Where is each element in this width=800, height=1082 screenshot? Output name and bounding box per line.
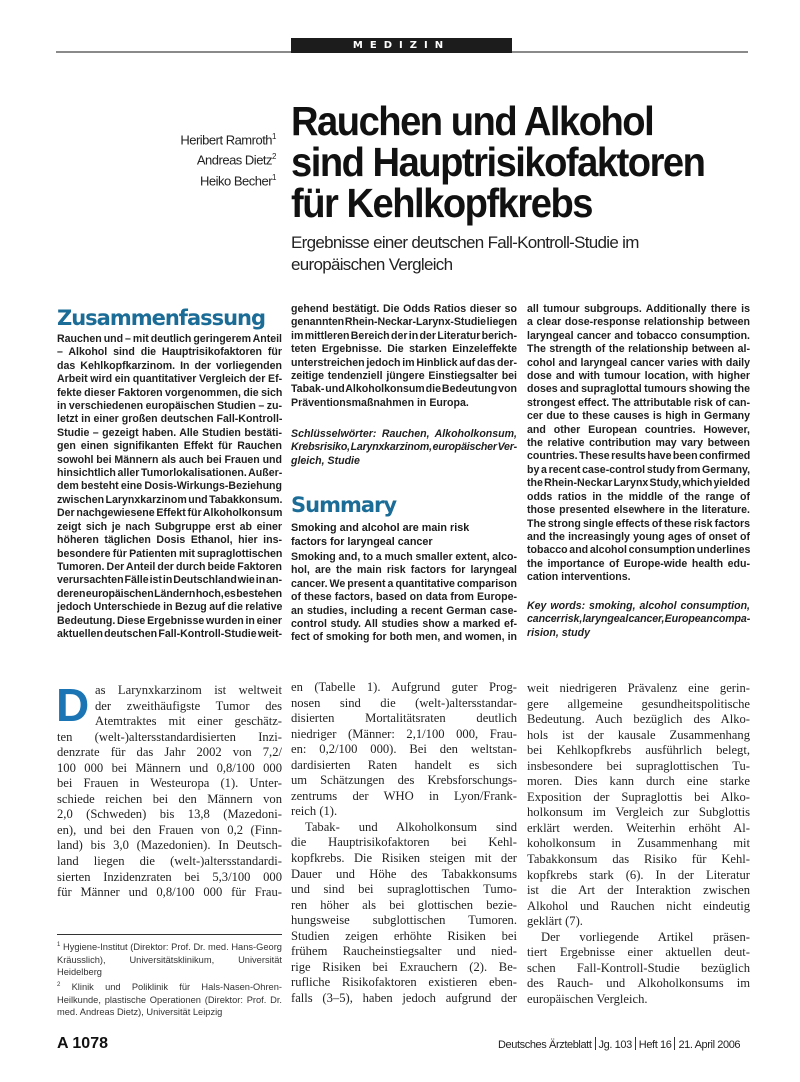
text-line-content: zentrums der WHO in Lyon/Frank- — [291, 788, 517, 803]
text-line-content: der zweithäufigste Tumor des — [95, 698, 282, 713]
summary-text — [291, 551, 517, 645]
text-line-content: Dauer und Höhe des Tabakkonsums — [291, 866, 517, 881]
divider — [674, 1037, 675, 1050]
text-line — [57, 467, 282, 480]
text-line-content: cer due to these causes is high in Germany — [527, 410, 750, 423]
text-line-content: hungsweise subglottischen Tumoren. — [291, 913, 517, 928]
issue: Heft 16 — [638, 1039, 672, 1051]
text-line-content: reich (1). — [291, 804, 338, 819]
text-line — [527, 450, 750, 463]
text-line — [291, 441, 517, 454]
text-line-content: cohol and laryngeal cancer varies with daily — [527, 356, 750, 369]
paragraph — [291, 680, 517, 820]
text-line — [527, 945, 750, 961]
text-line — [291, 618, 517, 631]
text-line-content: the Rhein-Neckar Larynx Study, which yielded — [527, 477, 750, 490]
text-line-content: dose and with tumour location, with higher — [527, 370, 750, 383]
title-line: Rauchen und Alkohol — [291, 98, 654, 144]
text-line — [527, 518, 750, 531]
text-line — [291, 303, 517, 316]
text-line — [291, 851, 517, 867]
footnote-rule — [57, 934, 282, 935]
text-line-content: zeitige tendenziell jüngere Einstiegsalter bei — [291, 370, 517, 383]
text-line — [527, 343, 750, 356]
footnote: $^2$ Klinik und Poliklinik für Hals-Nasen-Ohren-Heilkunde, plastische Operationen (Direktor: Prof. Dr. med. Andreas Dietz), Universität Leipzig — [57, 981, 282, 1018]
body-column-2 — [291, 680, 517, 1006]
text-line-content: Arbeit wird ein quantitativer Vergleich der Ef- — [57, 373, 282, 386]
summary-heading: Summary — [291, 493, 397, 517]
text-line-content: and the increasingly young ages of onset of — [527, 530, 750, 543]
text-line-content: hols ist der kausale Zusammenhang — [527, 727, 750, 742]
text-line — [527, 883, 750, 899]
text-line — [57, 346, 282, 359]
text-line — [57, 588, 282, 601]
text-line — [291, 711, 517, 727]
section-label: MEDIZIN — [291, 38, 512, 53]
page-number: A 1078 — [57, 1035, 108, 1052]
text-line — [57, 870, 282, 886]
text-line-content: hol, are the main risk factors for laryngeal — [291, 564, 517, 577]
text-line — [527, 930, 750, 946]
text-line — [527, 697, 750, 713]
text-line — [57, 683, 282, 699]
author-list — [120, 128, 276, 189]
text-line-content: Alkohol und Rauchen nicht eindeutig — [527, 898, 750, 913]
text-line — [291, 578, 517, 591]
body-column-3 — [527, 681, 750, 1007]
summary-text-cont — [527, 303, 750, 585]
text-line-content: zwischen Larynxkarzinom und Tabakkonsum. — [57, 493, 282, 506]
text-line — [527, 424, 750, 437]
text-line — [527, 330, 750, 343]
text-line-content: deren europäischen Ländern hoch, es bestehen — [57, 587, 282, 600]
zusammenfassung-text-cont — [291, 303, 517, 410]
text-line-content: the relative contribution may vary between — [527, 437, 750, 450]
text-line-content: sowohl bei Männern als auch bei Frauen und — [57, 453, 282, 466]
subheading-line: Smoking and alcohol are main risk — [291, 522, 470, 534]
text-line — [527, 464, 750, 477]
text-line-content: all tumour subgroups. Additionally there is — [527, 303, 750, 315]
text-line — [527, 504, 750, 517]
text-line-content: jedoch Unterschiede in Bezug auf die relative — [57, 601, 282, 614]
text-line-content: moren. Dies kann durch eine starke — [527, 774, 750, 789]
text-line — [291, 742, 517, 758]
text-line-content: Tabak- und Alkoholkonsum die Bedeutung von — [291, 383, 517, 396]
text-line — [57, 440, 282, 453]
text-line-content: unterstreichen jedoch im Hinblick auf das der- — [291, 356, 517, 369]
text-line-content: Smoking and, to a much smaller extent, alco- — [291, 551, 517, 563]
text-line — [57, 373, 282, 386]
text-line-content: kopfkrebs stark (6). In der Literatur — [527, 867, 750, 882]
text-line-content: bei Frauen in Westeuropa (1). Unter- — [57, 776, 282, 791]
text-line-content: odds ratios in the middle of the range of — [527, 490, 750, 503]
text-line — [291, 913, 517, 929]
text-line-content: countries. These results have been confirmed — [527, 450, 750, 463]
text-line-content: um Schätzungen des Krebsforschungs- — [291, 773, 517, 788]
text-line-content: Präventionsmaßnahmen in Europa. — [291, 396, 469, 409]
text-line — [57, 792, 282, 808]
text-line — [291, 316, 517, 329]
footnote: $^1$ Hygiene-Institut (Direktor: Prof. Dr. med. Hans-Georg Kräusslich), Universitätsklinikum, Universität Heidelberg — [57, 942, 282, 978]
text-line-content: Studie – gezeigt haben. Alle Studien bestäti- — [57, 426, 282, 439]
text-line — [291, 929, 517, 945]
text-line-content: hinsichtlich aller Tumorlokalisationen. Außer- — [57, 467, 282, 480]
text-line — [57, 413, 282, 426]
text-line-content: insbesondere bei supraglottischen Tu- — [527, 758, 750, 773]
text-line-content: Krebsrisiko, Larynxkarzinom, europäischer Ver- — [291, 441, 517, 454]
zusammenfassung-heading: Zusammenfassung — [57, 306, 266, 330]
text-line-content: Atemtraktes mit einer geschätz- — [95, 714, 282, 729]
text-line-content: letzt in einer großen deutschen Fall-Kontroll- — [57, 413, 282, 426]
text-line-content: 2,0 (Schweden) bis 13,8 (Mazedoni- — [57, 807, 282, 822]
text-line-content: rufliche Risikofaktoren existieren eben- — [291, 975, 517, 990]
text-line-content: an studies, including a recent German case- — [291, 604, 517, 617]
text-line — [527, 437, 750, 450]
text-line — [527, 316, 750, 329]
text-line-content: Rauchen und – mit deutlich geringerem Anteil — [57, 333, 282, 345]
text-line-content: en), und bei den Frauen von 0,2 (Finn- — [57, 822, 282, 837]
key-words — [527, 600, 750, 640]
text-line — [57, 699, 282, 715]
text-line — [57, 730, 282, 746]
text-line — [291, 564, 517, 577]
text-line-content: en (Tabelle 1). Aufgrund guter Prog- — [291, 680, 517, 694]
title-line: für Kehlkopfkrebs — [291, 180, 593, 226]
text-line-content: land) bis 3,0 (Mazedonien). In Deutsch- — [57, 838, 282, 853]
text-line — [527, 544, 750, 557]
text-line-content: land liegen die (welt-)altersstandardi- — [57, 854, 282, 869]
text-line-content: as Larynxkarzinom ist weltweit — [95, 683, 282, 697]
text-line — [291, 835, 517, 851]
text-line-content: the importance of Europe-wide health edu- — [527, 557, 750, 570]
text-line — [527, 976, 750, 992]
text-line — [527, 712, 750, 728]
volume: Jg. 103 — [598, 1039, 632, 1051]
text-line — [527, 613, 750, 626]
text-line — [291, 991, 517, 1007]
summary-subheading — [291, 521, 517, 549]
subtitle-line: Ergebnisse einer deutschen Fall-Kontroll-Studie im — [291, 233, 639, 252]
journal-footer — [498, 1037, 740, 1051]
text-line — [291, 357, 517, 370]
text-line — [57, 628, 282, 641]
text-line — [291, 867, 517, 883]
text-line-content: cancer risk, laryngeal cancer, European compa- — [527, 613, 750, 626]
text-line-content: The strength of the relationship between al- — [527, 343, 750, 356]
text-line — [57, 400, 282, 413]
text-line-content: koholkonsum in Zusammenhang mit — [527, 836, 750, 851]
text-line-content: in verschiedenen europäischen Studien – zu- — [57, 400, 282, 413]
subheading-line: factors for laryngeal cancer — [291, 536, 433, 548]
text-line-content: holkonsum im Vergleich zur Subglottis — [527, 805, 750, 820]
article-title — [291, 98, 756, 226]
text-line-content: niedriger (Männer: 2,1/100 000, Frau- — [291, 726, 517, 741]
text-line — [57, 333, 282, 346]
text-line — [291, 758, 517, 774]
text-line-content: geklärt (7). — [527, 914, 583, 929]
text-line — [527, 531, 750, 544]
text-line — [291, 343, 517, 356]
text-line — [57, 745, 282, 761]
footnotes — [57, 939, 282, 1019]
text-line-content: für Männer und 0,8/100 000 für Frau- — [57, 885, 282, 900]
divider — [635, 1037, 636, 1050]
text-line — [57, 387, 282, 400]
text-line — [527, 410, 750, 423]
drop-cap: D — [56, 679, 90, 731]
text-line — [527, 558, 750, 571]
text-line — [527, 627, 750, 640]
text-line-content: Exposition der Supraglottis bei Alko- — [527, 789, 750, 804]
text-line — [527, 821, 750, 837]
text-line — [527, 868, 750, 884]
text-line — [291, 383, 517, 396]
text-line — [57, 854, 282, 870]
journal-name: Deutsches Ärzteblatt — [498, 1039, 592, 1051]
text-line-content: Tabak- und Alkoholkonsum sind — [305, 819, 517, 834]
text-line-content: im mittleren Bereich der in der Literatur berich- — [291, 329, 517, 342]
text-line — [57, 561, 282, 574]
text-line — [291, 789, 517, 805]
text-line-content: disierten Mortalitätsraten deutlich — [291, 711, 517, 726]
text-line — [57, 807, 282, 823]
text-line-content: cancer. We present a quantitative comparison — [291, 577, 517, 590]
text-line-content: teten Ergebnisse. Die starken Einzeleffekte — [291, 343, 517, 356]
text-line-content: dem besteht eine Dosis-Wirkungs-Beziehung — [57, 480, 282, 493]
text-line — [291, 727, 517, 743]
text-line — [291, 898, 517, 914]
text-line-content: of these factors, based on data from Europe- — [291, 591, 517, 604]
text-line-content: gleich, Studie — [291, 454, 360, 467]
text-line-content: those presented elsewhere in the literature. — [527, 504, 750, 517]
text-line — [291, 551, 517, 564]
schluesselwoerter — [291, 428, 517, 468]
text-line-content: Der vorliegende Artikel präsen- — [541, 929, 750, 944]
text-line — [291, 960, 517, 976]
text-line-content: aktuellen deutschen Fall-Kontroll-Studie weit- — [57, 627, 282, 640]
text-line — [527, 477, 750, 490]
text-line — [527, 899, 750, 915]
text-line-content: schen Fall-Kontroll-Studie bezüglich — [527, 960, 750, 975]
text-line-content: des Rauch- und Alkoholkonsums im — [527, 976, 750, 991]
text-line — [57, 507, 282, 520]
text-line — [57, 885, 282, 901]
text-line-content: verursachten Fälle ist in Deutschland wie in an- — [57, 574, 282, 587]
text-line-content: schiede reichen bei den Männern von — [57, 791, 282, 806]
text-line — [527, 774, 750, 790]
text-line — [527, 992, 750, 1008]
text-line-content: Bedeutung. Diese Ergebnisse wurden in einer — [57, 614, 282, 627]
text-line — [527, 571, 750, 584]
text-line — [57, 427, 282, 440]
text-line — [527, 836, 750, 852]
text-line-content: The strong single effects of these risk factors — [527, 517, 750, 530]
text-line-content: bei Kehlkopfkrebs ausführlich belegt, — [527, 743, 750, 758]
text-line-content: a clear dose-response relationship between — [527, 316, 750, 329]
text-line-content: fekte dieser Faktoren vorgenommen, die sich — [57, 386, 282, 399]
text-line-content: sierten Inzidenzraten bei 5,3/100 000 — [57, 869, 282, 884]
title-line: sind Hauptrisikofaktoren — [291, 139, 705, 185]
text-line — [527, 728, 750, 744]
text-line-content: denzrate für das Jahr 2002 von 7,2/ — [57, 745, 282, 760]
text-line — [291, 680, 517, 696]
text-line — [291, 696, 517, 712]
text-line — [527, 303, 750, 316]
text-line-content: kopfkrebs. Die Risiken steigen mit der — [291, 851, 517, 866]
text-line — [527, 397, 750, 410]
text-line-content: Key words: smoking, alcohol consumption, — [527, 600, 750, 612]
text-line — [527, 370, 750, 383]
text-line — [291, 428, 517, 441]
text-line — [291, 944, 517, 960]
subtitle-line: europäischen Vergleich — [291, 255, 453, 274]
text-line — [57, 823, 282, 839]
text-line-content: gen einen signifikanten Effekt für Rauchen — [57, 440, 282, 453]
text-line-content: genannten Rhein-Neckar-Larynx-Studie liegen — [291, 316, 517, 329]
text-line — [527, 357, 750, 370]
text-line — [57, 574, 282, 587]
paragraph — [527, 930, 750, 1008]
text-line-content: rige Risiken bei Exrauchern (2). Be- — [291, 959, 517, 974]
text-line-content: Tabakkonsum das Risiko für Kehl- — [527, 852, 750, 867]
text-line-content: en: 0,2/100 000). Bei den weltstan- — [291, 742, 517, 757]
text-line-content: und sind bei supraglottischen Tumo- — [291, 882, 517, 897]
text-line-content: strongest effect. The attributable risk of can- — [527, 396, 750, 409]
text-line-content: weit niedrigeren Prävalenz eine gerin- — [527, 681, 750, 695]
text-line-content: besondere für Patienten mit supraglottischen — [57, 547, 282, 560]
text-line — [291, 330, 517, 343]
text-line-content: Studien zeigen erhöhte Risiken bei — [291, 928, 517, 943]
body-column-1 — [56, 679, 282, 901]
text-line — [57, 838, 282, 854]
text-line — [57, 548, 282, 561]
text-line — [291, 591, 517, 604]
text-line-content: frühem Raucheinstiegsalter und nied- — [291, 944, 517, 959]
text-line — [291, 397, 517, 410]
text-line — [527, 790, 750, 806]
divider — [595, 1037, 596, 1050]
text-line-content: Tumoren. Der Anteil der durch beide Faktoren — [57, 560, 282, 573]
text-line — [291, 804, 517, 820]
text-line-content: das Kehlkopfkarzinom. In der vorliegenden — [57, 359, 282, 372]
text-line-content: ren höher als bei glottischen bezie- — [291, 897, 517, 912]
text-line-content: rision, study — [527, 626, 590, 639]
text-line-content: europäischen Vergleich. — [527, 991, 648, 1006]
author: Heribert Ramroth$^1$ — [180, 132, 276, 148]
text-line — [527, 600, 750, 613]
text-line — [527, 743, 750, 759]
author: Andreas Dietz$^2$ — [196, 152, 276, 168]
text-line — [57, 601, 282, 614]
text-line — [291, 820, 517, 836]
text-line — [57, 615, 282, 628]
text-line — [291, 455, 517, 468]
text-line — [291, 882, 517, 898]
text-line — [527, 961, 750, 977]
text-line — [527, 805, 750, 821]
text-line-content: tobacco and alcohol consumption underlines — [527, 544, 750, 557]
text-line-content: tiert Ergebnisse einer aktuellen deut- — [527, 945, 750, 960]
text-line-content: and other European countries. However, — [527, 423, 750, 436]
text-line — [57, 521, 282, 534]
text-line-content: laryngeal cancer and tobacco consumption. — [527, 329, 750, 342]
issue-date: 21. April 2006 — [678, 1039, 741, 1051]
text-line — [57, 761, 282, 777]
text-line-content: höheren täglichen Dosis Ethanol, hier ins- — [57, 534, 282, 547]
text-line-content: ten (welt-)altersstandardisierten Inzi- — [57, 729, 282, 744]
text-line-content: Der nachgewiesene Effekt für Alkoholkonsum — [57, 507, 282, 520]
text-line-content: gere allgemeine gesundheitspolitische — [527, 696, 750, 711]
text-line — [527, 759, 750, 775]
text-line — [527, 491, 750, 504]
author: Heiko Becher$^1$ — [200, 172, 276, 188]
text-line — [527, 852, 750, 868]
text-line — [527, 914, 750, 930]
text-line — [291, 605, 517, 618]
paragraph — [527, 681, 750, 930]
text-line-content: die Hauptrisikofaktoren bei Kehl- — [291, 835, 517, 850]
text-line-content: Schlüsselwörter: Rauchen, Alkoholkonsum, — [291, 428, 517, 440]
text-line-content: ist die Art der Interaktion zwischen — [527, 883, 750, 898]
text-line — [291, 370, 517, 383]
text-line — [57, 776, 282, 792]
text-line-content: erklärt werden. Weiterhin erhöht Al- — [527, 820, 750, 835]
text-line — [291, 631, 517, 644]
text-line-content: Bedeutung. Auch bezüglich des Alko- — [527, 712, 750, 727]
text-line-content: cation interventions. — [527, 571, 631, 584]
text-line-content: – Alkohol sind die Hauptrisikofaktoren für — [57, 346, 282, 359]
zusammenfassung-text — [57, 333, 282, 641]
text-line-content: 100 000 bei Männern und 0,8/100 000 — [57, 760, 282, 775]
text-line — [57, 534, 282, 547]
text-line — [291, 773, 517, 789]
text-line-content: dardisierten Raten handelt es sich — [291, 757, 517, 772]
text-line-content: control study. All studies show a marked ef- — [291, 618, 517, 631]
text-line-content: gehend bestätigt. Die Odds Ratios dieser so — [291, 303, 517, 315]
text-line — [57, 714, 282, 730]
text-line — [527, 681, 750, 697]
text-line-content: by a recent case-control study from Germany, — [527, 463, 750, 476]
text-line — [57, 360, 282, 373]
text-line — [57, 454, 282, 467]
text-line — [527, 383, 750, 396]
text-line-content: zeigt sich je nach Subgruppe erst ab einer — [57, 520, 282, 533]
text-line-content: nosen sind die (welt-)altersstandar- — [291, 695, 517, 710]
text-line-content: doses and supraglottal tumours showing the — [527, 383, 750, 396]
article-subtitle — [291, 232, 761, 276]
paragraph — [291, 820, 517, 1007]
text-line — [291, 975, 517, 991]
text-line — [57, 480, 282, 493]
text-line — [57, 494, 282, 507]
text-line-content: fect of smoking for both men, and women, in — [291, 631, 517, 644]
text-line-content: falls (3–5), haben jedoch aufgrund der — [291, 990, 517, 1005]
